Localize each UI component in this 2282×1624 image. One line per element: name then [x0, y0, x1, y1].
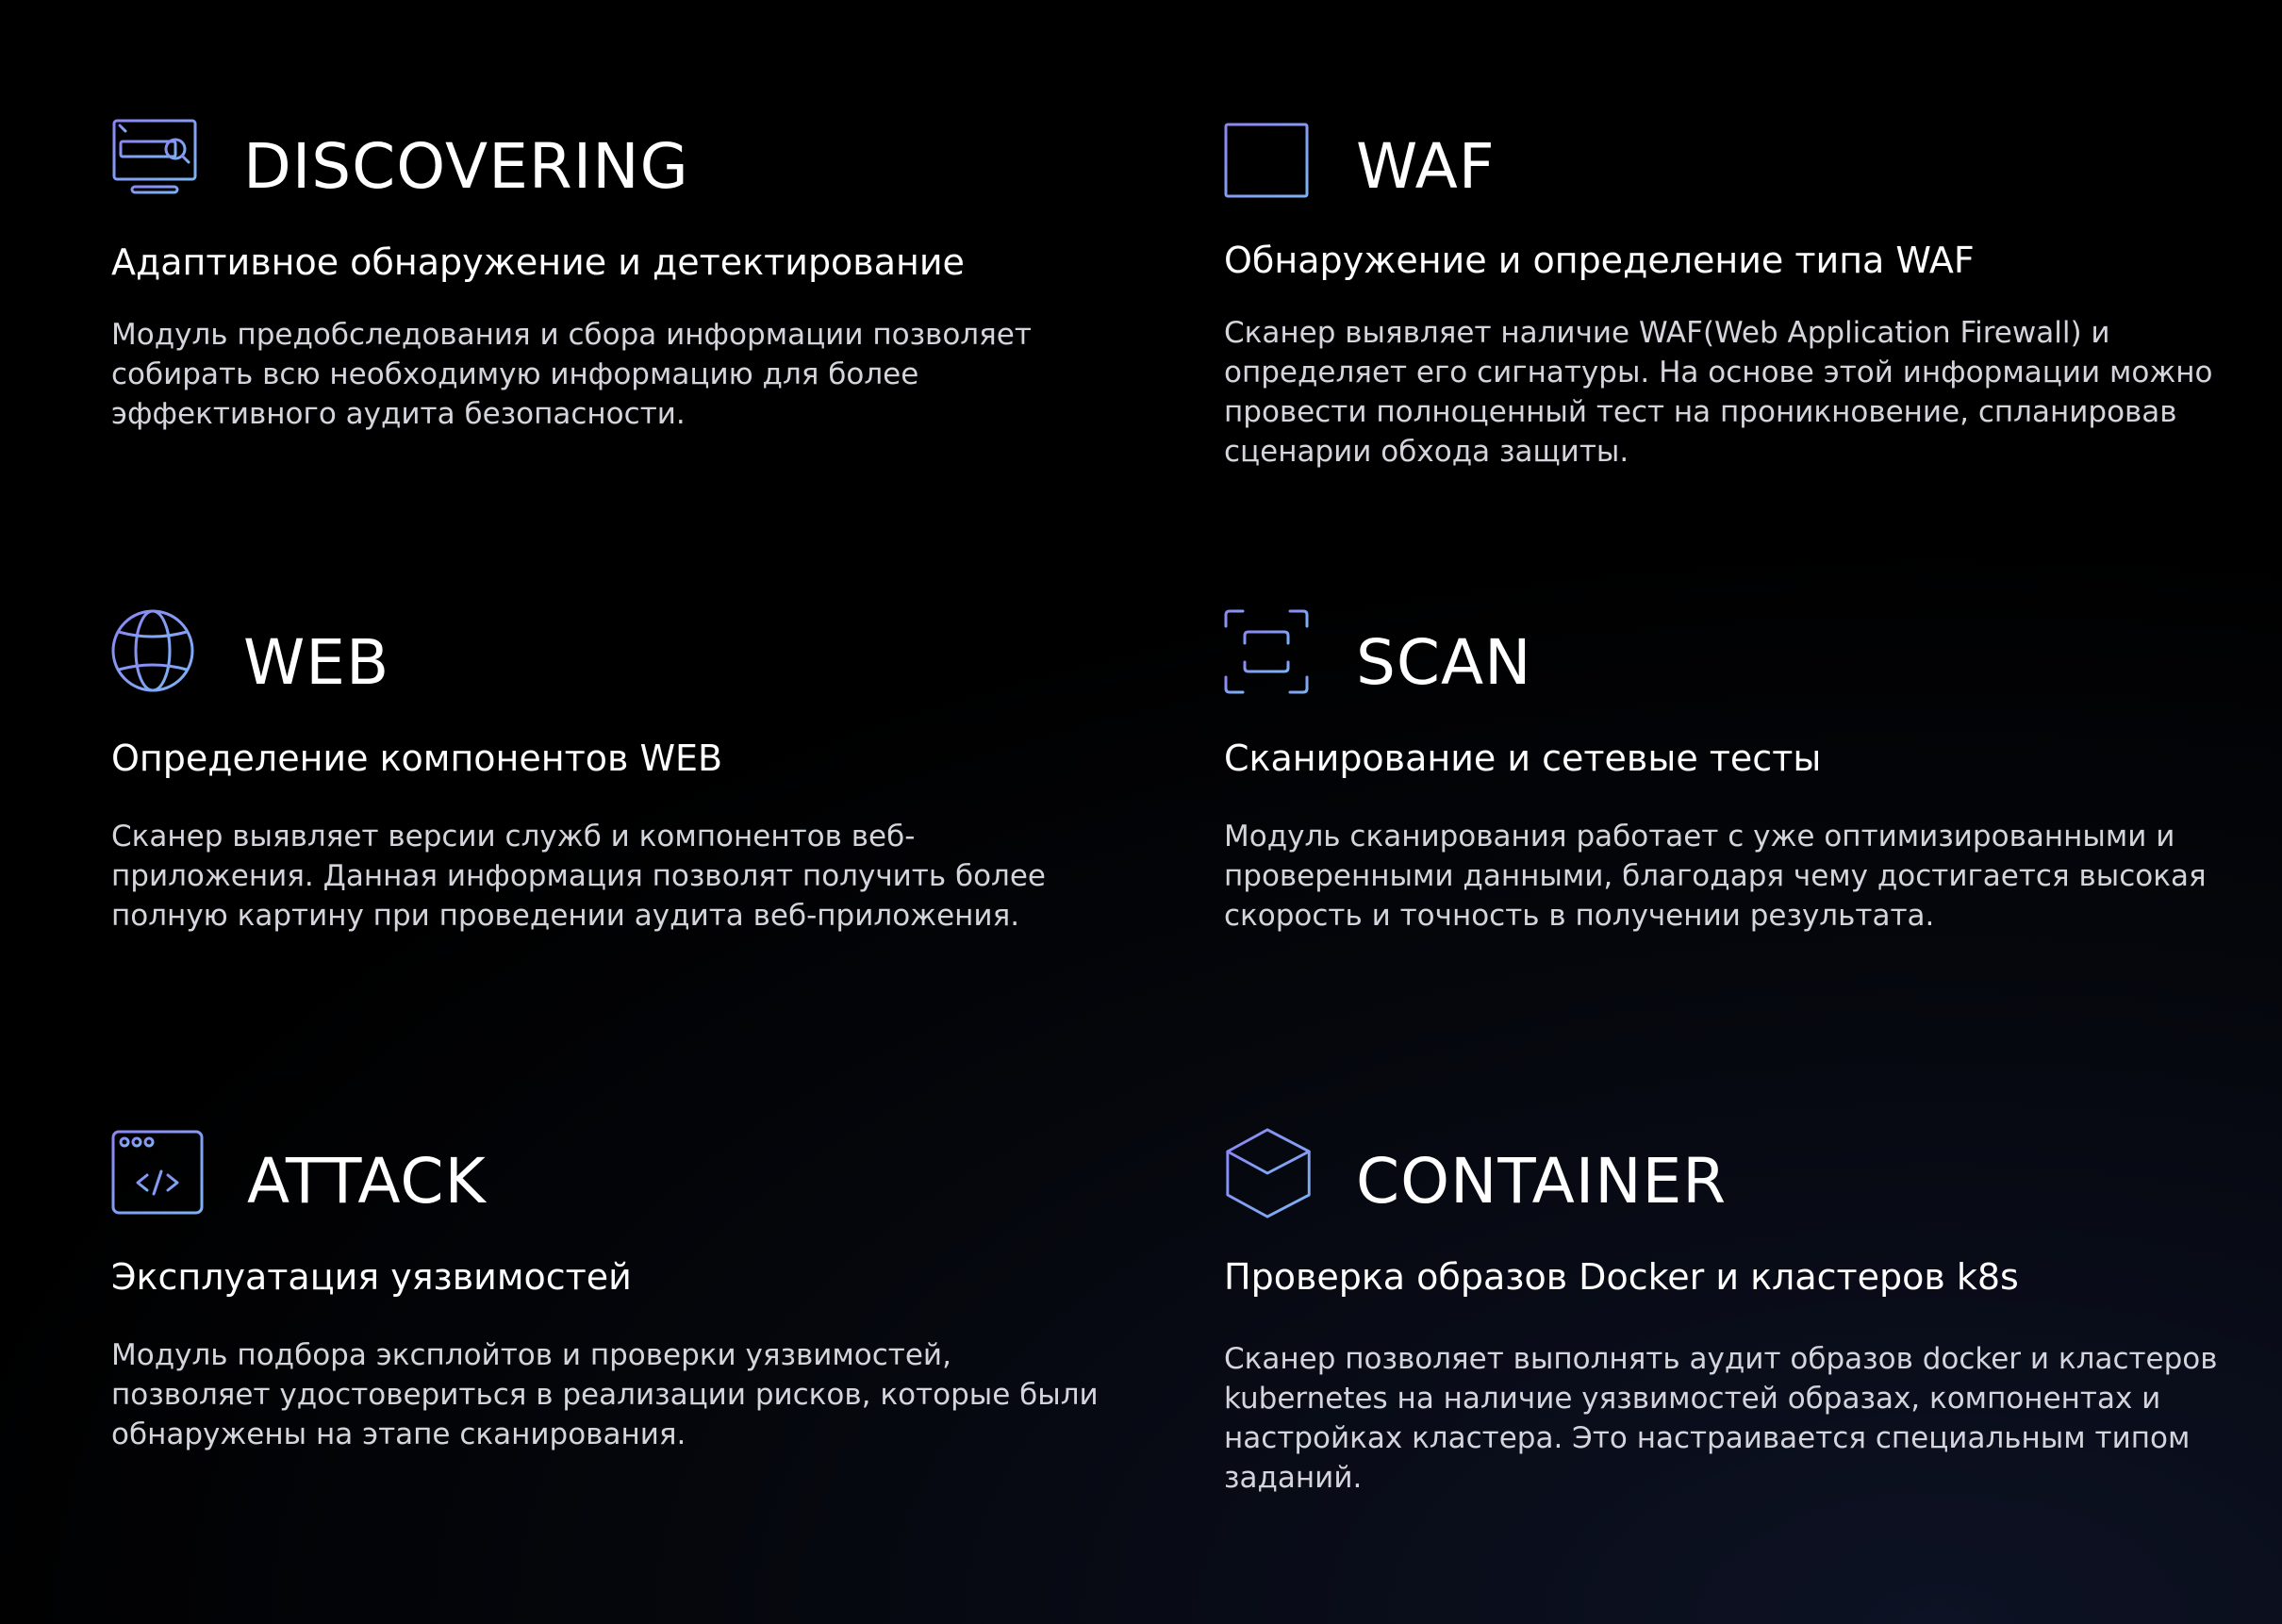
card-description: Сканер позволяет выполнять аудит образов docker и кластеров kubernetes на наличие уязвимостей образах, компонентах и настройках кластера. Это настраивается специальным типом заданий. [1224, 1341, 2218, 1495]
scan-frame-icon [1224, 609, 1315, 700]
feature-card-scan [1224, 598, 2224, 936]
card-title: SCAN [1356, 626, 1532, 699]
card-header [111, 598, 1111, 711]
card-description: Модуль предобследования и сбора информации позволяет собирать всю необходимую информацию для более эффективного аудита безопасности. [111, 317, 1032, 431]
code-window-icon [111, 1128, 206, 1218]
feature-card-web [111, 598, 1111, 936]
card-title: ATTACK [247, 1145, 487, 1218]
card-subtitle: Обнаружение и определение типа WAF [1224, 240, 1975, 281]
cube-icon [1224, 1128, 1315, 1218]
brick-wall-icon [1224, 113, 1315, 204]
card-subtitle: Определение компонентов WEB [111, 737, 723, 779]
card-header [1224, 1117, 2224, 1230]
card-description: Сканер выявляет версии служб и компонентов веб-приложения. Данная информация позволят получить более полную картину при проведении аудита веб-приложения. [111, 819, 1047, 933]
feature-card-container [1224, 1117, 2224, 1498]
card-subtitle: Эксплуатация уязвимостей [111, 1256, 632, 1298]
card-header [111, 102, 1111, 215]
card-header [1224, 102, 2224, 215]
card-header [1224, 598, 2224, 711]
feature-card-waf [1224, 102, 2224, 472]
card-description: Модуль сканирования работает с уже оптимизированными и проверенными данными, благодаря чему достигается высокая скорость и точность в получении результата. [1224, 819, 2207, 933]
globe-icon [111, 609, 202, 700]
feature-card-discovering [111, 102, 1111, 434]
monitor-search-icon [111, 113, 202, 204]
card-title: WAF [1356, 130, 1496, 203]
card-description: Сканер выявляет наличие WAF(Web Application Firewall) и определяет его сигнатуры. На основе этой информации можно провести полноценный тест на проникновение, спланировав сценарии обхода защиты. [1224, 315, 2213, 469]
card-title: WEB [243, 626, 390, 699]
card-subtitle: Проверка образов Docker и кластеров k8s [1224, 1256, 2019, 1298]
card-subtitle: Сканирование и сетевые тесты [1224, 737, 1822, 779]
card-subtitle: Адаптивное обнаружение и детектирование [111, 241, 965, 283]
card-title: CONTAINER [1356, 1145, 1728, 1218]
card-title: DISCOVERING [243, 130, 689, 203]
feature-card-attack [111, 1117, 1111, 1454]
card-description: Модуль подбора эксплойтов и проверки уязвимостей, позволяет удостовериться в реализации рисков, которые были обнаружены на этапе сканирования. [111, 1337, 1099, 1451]
card-header [111, 1117, 1111, 1230]
